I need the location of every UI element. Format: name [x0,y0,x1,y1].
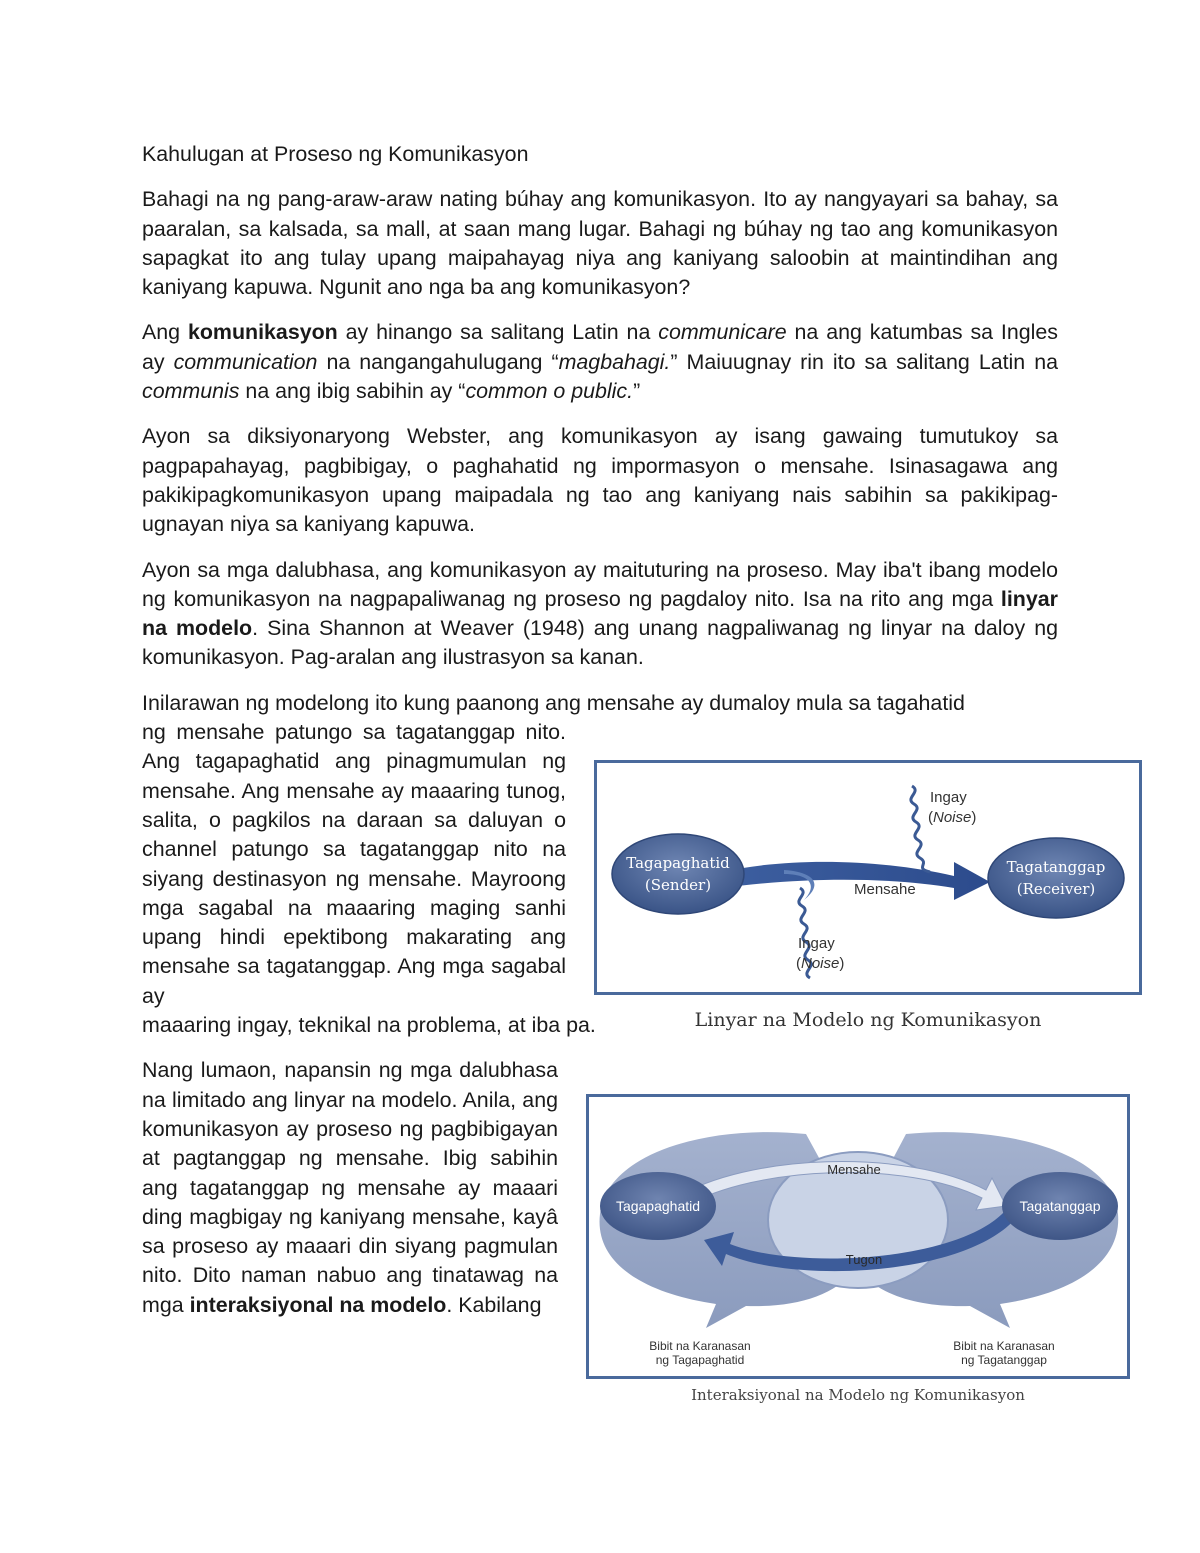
paragraph-2: Ang komunikasyon ay hinango sa salitang Latin na communicare na ang katumbas sa Ingles ay communication na nangangahulugang “magbahagi.” Maiuugnay rin ito sa salitang Latin na communis na ang ibig sabihin ay “common o public.” [142,320,1059,404]
receiver-label-en: (Receiver) [1016,880,1096,898]
paragraph-5-first-line: Inilarawan ng modelong ito kung paanong ang mensahe ay dumaloy mula sa tagahatid [142,690,965,715]
svg-text:(Noise): (Noise) [928,809,977,826]
paragraph-3: Ayon sa diksiyonaryong Webster, ang komunikasyon ay isang gawaing tumutukoy sa pagpapahayag, pagbibigay, o paghahatid ng impormasyon o mensahe. Isinasagawa ang pakikipagkomunikasyon upang maipadala ng tao ang kaniyang nais sabihin sa pakikipag-ugnayan niya sa kaniyang kapuwa. [142,424,1058,537]
paragraph-6: Nang lumaon, napansin ng mga dalubhasa na limitado ang linyar na modelo. Anila, ang komunikasyon ay proseso ng pagbibigayan at pagtanggap ng mensahe. Ibig sabihin ang tagatanggap ng mensahe ay maaari ding magbigay ng kaniyang mensahe, kayâ sa proseso ay maaari din siyang pagmulan nito. Dito naman nabuo ang tinatawag na mga interaksiyonal na modelo. Kabilang [142,1058,558,1317]
noise-label-bottom: Ingay [798,935,835,952]
term-interaksiyonal-na-modelo: interaksiyonal na modelo [189,1292,447,1317]
svg-text:(Noise): (Noise) [796,955,845,972]
paragraph-5-last-line: maaaring ingay, teknikal na problema, at iba pa. [142,1013,596,1038]
paragraph-1: Bahagi na ng pang-araw-araw nating búhay ang komunikasyon. Ito ay nangyayari sa bahay, sa paaralan, sa kalsada, sa mall, at saan mang lugar. Bahagi ng búhay ng tao ang komunikasyon sapagkat ito ang tulay upang maipahayag niya ang kaniyang saloobin at maintindihan ang kaniyang kapuwa. Ngunit ano nga ba ang komunikasyon? [142,187,1058,300]
figure-2-caption: Interaksiyonal na Modelo ng Komunikasyon [691,1386,1025,1404]
message-label: Mensahe [827,1162,881,1177]
receiver-experience-label-2: ng Tagatanggap [961,1353,1047,1367]
sender-label-en: (Sender) [644,876,712,894]
page-title: Kahulugan at Proseso ng Komunikasyon [142,142,529,166]
response-label: Tugon [845,1252,883,1267]
sender-label: Tagapaghatid [626,854,730,872]
term-linyar-na-modelo: linyar na modelo [142,586,1058,641]
term-komunikasyon: komunikasyon [187,320,338,345]
receiver-experience-label: Bibit na Karanasan [953,1339,1055,1353]
linear-model-figure [594,760,1142,1050]
figure-1-caption: Linyar na Modelo ng Komunikasyon [694,1009,1042,1031]
receiver-label: Tagatanggap [1006,858,1106,876]
sender-oval [612,834,744,914]
noise-en-top: Noise [933,809,972,826]
receiver-label: Tagatanggap [1019,1198,1101,1214]
sender-label: Tagapaghatid [615,1198,701,1214]
message-label: Mensahe [854,881,916,898]
sender-experience-label-2: ng Tagapaghatid [655,1353,745,1367]
interactional-model-figure [586,1094,1130,1414]
receiver-oval [988,838,1124,918]
paragraph-4: Ayon sa mga dalubhasa, ang komunikasyon ay maituturing na proseso. May iba't ibang modelo ng komunikasyon na nagpapaliwanag ng proseso ng pagdaloy nito. Isa na rito ang mga linyar na modelo. Sina Shannon at Weaver (1948) ang unang nagpaliwanag ng linyar na daloy ng komunikasyon. Pag-aralan ang ilustrasyon sa kanan. [142,557,1058,670]
sender-experience-label: Bibit na Karanasan [649,1339,751,1353]
noise-label-top: Ingay [930,789,967,806]
noise-en-bottom: Noise [801,955,840,972]
paragraph-5-wrapped: ng mensahe patungo sa tagatanggap nito. Ang tagapaghatid ang pinagmumulan ng mensahe. Ang mensahe ay maaaring tunog, salita, o pagkilos na daraan sa daluyan o channel patungo sa tagatanggap nito na siyang destinasyon ng mensahe. Mayroong mga sagabal na maaaring maging sanhi upang hindi epektibong makarating ang mensahe sa tagatanggap. Ang mga sagabal ay [142,720,566,1008]
